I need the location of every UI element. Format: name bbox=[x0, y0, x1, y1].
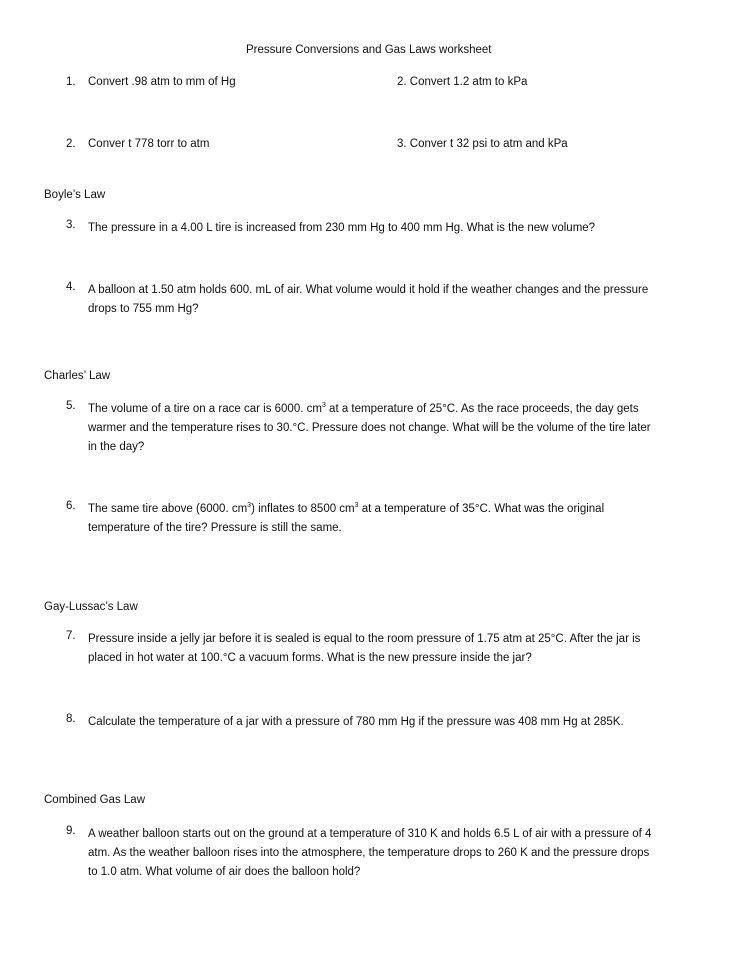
question-8: Calculate the temperature of a jar with a pressure of 780 mm Hg if the pressure was 408 mm Hg at 285K. bbox=[88, 716, 624, 728]
item-number: 3. bbox=[66, 219, 76, 231]
conversion-4: 3. Conver t 32 psi to atm and kPa bbox=[397, 138, 568, 150]
question-4: A balloon at 1.50 atm holds 600. mL of air. What volume would it hold if the weather changes and the pressure drops to 755 mm Hg? bbox=[88, 284, 649, 315]
question-3: The pressure in a 4.00 L tire is increased from 230 mm Hg to 400 mm Hg. What is the new volume? bbox=[88, 222, 596, 234]
item-number: 5. bbox=[66, 400, 76, 412]
item-number: 8. bbox=[66, 713, 76, 725]
question-7: Pressure inside a jelly jar before it is sealed is equal to the room pressure of 1.75 atm at 25°C. After the jar is placed in hot water at 100.°C a vacuum forms. What is the new pressure inside the jar? bbox=[88, 633, 641, 664]
conversion-2: 2. Convert 1.2 atm to kPa bbox=[397, 76, 528, 88]
item-number: 4. bbox=[66, 281, 76, 293]
conversion-1: Convert .98 atm to mm of Hg bbox=[88, 76, 236, 88]
section-heading-gay-lussac: Gay-Lussac’s Law bbox=[44, 601, 138, 613]
item-number: 9. bbox=[66, 825, 76, 837]
section-heading-charles: Charles’ Law bbox=[44, 370, 111, 382]
item-number: 1. bbox=[66, 76, 76, 88]
item-number: 7. bbox=[66, 630, 76, 642]
section-heading-combined: Combined Gas Law bbox=[44, 794, 145, 806]
question-6: The same tire above (6000. $cm^3$) inflates to 8500 $cm^3$ at a temperature of 35°C. What was the original temperature of the tire? Pressure is still the same. bbox=[88, 502, 605, 534]
item-number: 2. bbox=[66, 138, 76, 150]
conversion-3: Conver t 778 torr to atm bbox=[88, 138, 210, 150]
question-5: The volume of a tire on a race car is 6000. $cm^3$ at a temperature of 25°C. As the race proceeds, the day gets warmer and the temperature rises to 30.°C. Pressure does not change. What will be the volume of the tire later in the day? bbox=[88, 402, 651, 453]
question-9: A weather balloon starts out on the ground at a temperature of 310 K and holds 6.5 L of air with a pressure of 4 atm. As the weather balloon rises into the atmosphere, the temperature drops to 260 K and the pressure drops to 1.0 atm. What volume of air does the balloon hold? bbox=[88, 828, 652, 878]
page-title: Pressure Conversions and Gas Laws worksheet bbox=[246, 44, 492, 56]
section-heading-boyle: Boyle’s Law bbox=[44, 189, 106, 201]
item-number: 6. bbox=[66, 500, 76, 512]
